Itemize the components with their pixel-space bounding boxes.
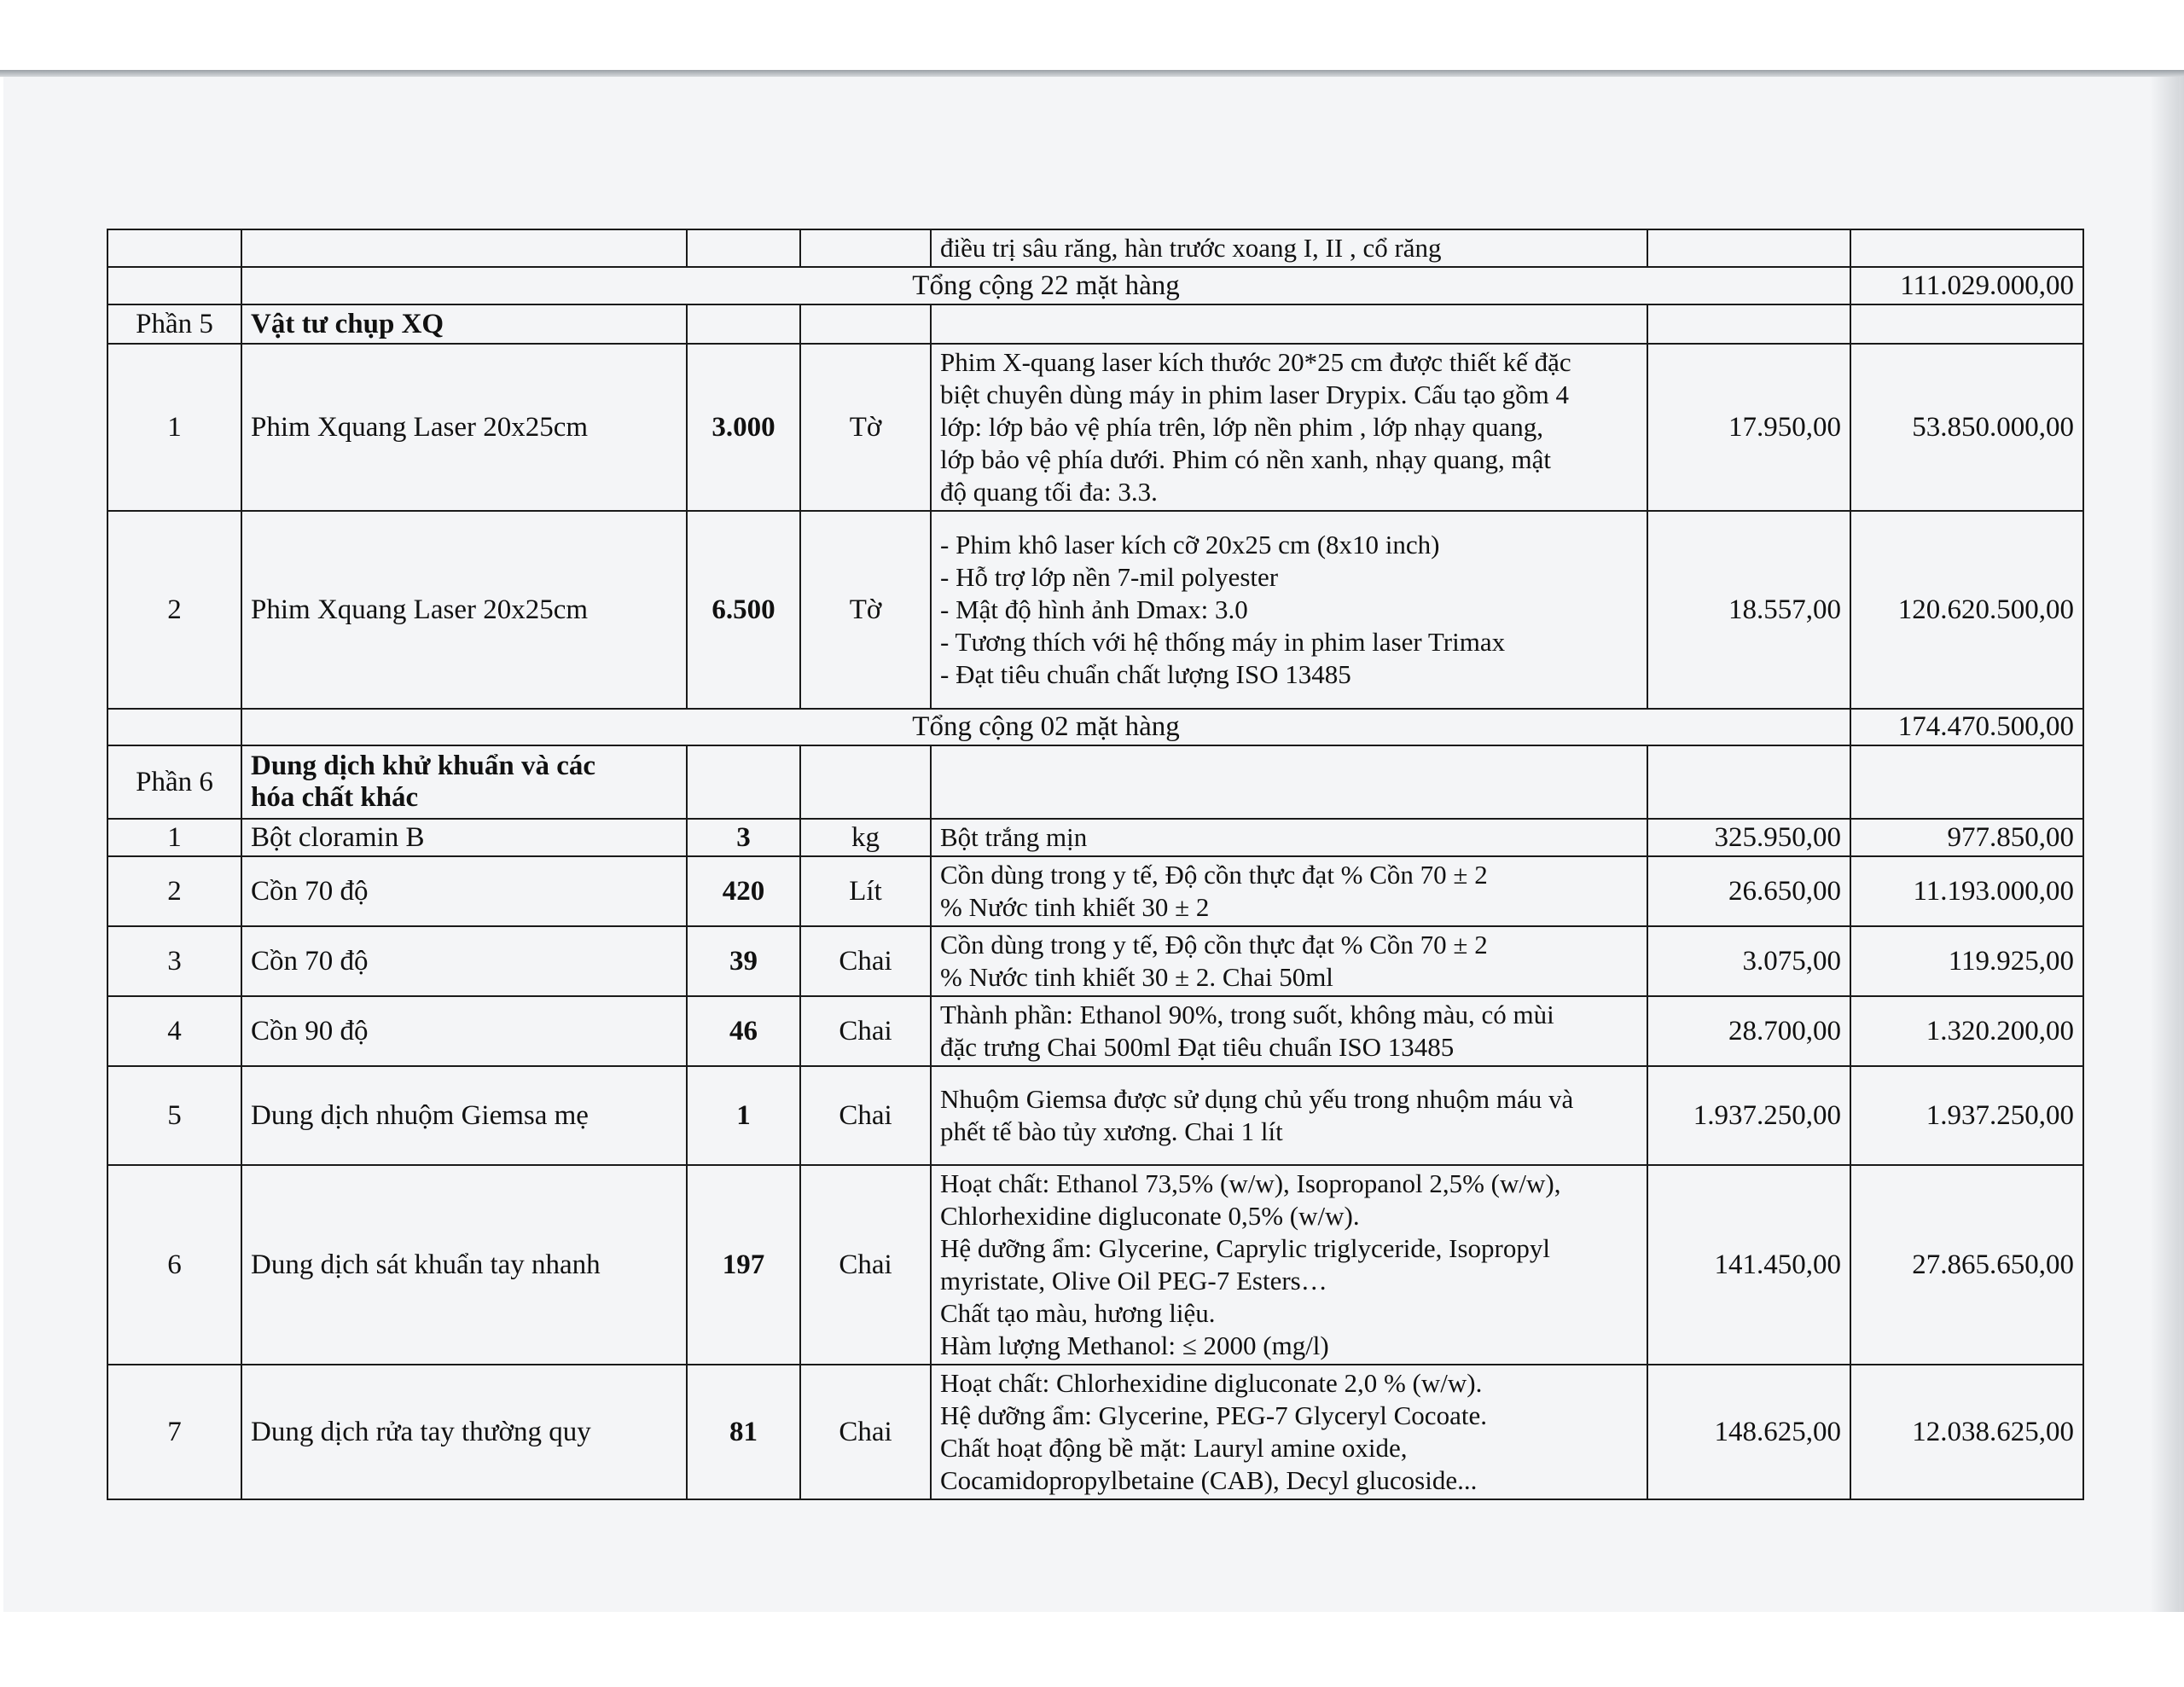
- section-title-line: Dung dịch khử khuẩn và các: [251, 751, 596, 781]
- item-unit: Chai: [800, 1365, 931, 1499]
- cell-empty: [107, 267, 241, 304]
- item-unit: Chai: [800, 1066, 931, 1165]
- table-row: [107, 511, 2083, 709]
- item-quantity: 3: [687, 819, 800, 856]
- item-amount: 977.850,00: [1850, 819, 2083, 856]
- description-line: độ quang tối đa: 3.3.: [940, 477, 1158, 507]
- item-amount: 1.320.200,00: [1850, 996, 2083, 1066]
- item-name: Phim Xquang Laser 20x25cm: [241, 344, 687, 511]
- item-unit: Chai: [800, 996, 931, 1066]
- description-line: đặc trưng Chai 500ml Đạt tiêu chuẩn ISO 13485: [940, 1032, 1455, 1062]
- description-line: - Hỗ trợ lớp nền 7-mil polyester: [940, 562, 1279, 592]
- item-quantity: 39: [687, 926, 800, 996]
- description-line: % Nước tinh khiết 30 ± 2: [940, 892, 1210, 922]
- description-line: Phim X-quang laser kích thước 20*25 cm được thiết kế đặc: [940, 347, 1571, 377]
- table-row: [107, 856, 2083, 926]
- scan-top-margin: [0, 0, 2184, 70]
- item-description: [931, 1165, 1647, 1365]
- scan-page-edge: [0, 70, 2184, 77]
- item-unit: Chai: [800, 926, 931, 996]
- item-quantity: 81: [687, 1365, 800, 1499]
- cell-empty: [1850, 229, 2083, 267]
- item-number: 2: [107, 856, 241, 926]
- cell-empty: [1647, 745, 1850, 819]
- item-unit-price: 148.625,00: [1647, 1365, 1850, 1499]
- item-quantity: 46: [687, 996, 800, 1066]
- part-label: Phần 6: [107, 745, 241, 819]
- cell-empty: [107, 229, 241, 267]
- item-description: [931, 1365, 1647, 1499]
- description-line: Cồn dùng trong y tế, Độ cồn thực đạt % Cồn 70 ± 2: [940, 930, 1488, 959]
- item-quantity: 420: [687, 856, 800, 926]
- table-row: [107, 1066, 2083, 1165]
- item-name: Cồn 70 độ: [241, 856, 687, 926]
- description-line: - Phim khô laser kích cỡ 20x25 cm (8x10 inch): [940, 530, 1440, 559]
- table-row: [107, 996, 2083, 1066]
- description-line: Chlorhexidine digluconate 0,5% (w/w).: [940, 1201, 1360, 1231]
- description-line: Thành phần: Ethanol 90%, trong suốt, không màu, có mùi: [940, 1000, 1554, 1029]
- item-unit: Lít: [800, 856, 931, 926]
- table-row-fragment: [107, 229, 2083, 267]
- item-description: điều trị sâu răng, hàn trước xoang I, II , cổ răng: [931, 229, 1647, 267]
- cell-empty: [800, 745, 931, 819]
- scan-bottom-margin: [0, 1614, 2184, 1687]
- item-number: 3: [107, 926, 241, 996]
- item-quantity: 6.500: [687, 511, 800, 709]
- table-row: [107, 1165, 2083, 1365]
- item-name: Phim Xquang Laser 20x25cm: [241, 511, 687, 709]
- description-line: Hoạt chất: Chlorhexidine digluconate 2,0 % (w/w).: [940, 1368, 1483, 1398]
- description-line: myristate, Olive Oil PEG-7 Esters…: [940, 1266, 1327, 1296]
- item-unit-price: 17.950,00: [1647, 344, 1850, 511]
- item-number: 1: [107, 819, 241, 856]
- item-unit-price: 26.650,00: [1647, 856, 1850, 926]
- item-description: [931, 511, 1647, 709]
- item-number: 7: [107, 1365, 241, 1499]
- cell-empty: [1850, 745, 2083, 819]
- item-amount: 11.193.000,00: [1850, 856, 2083, 926]
- description-line: Hệ dưỡng ẩm: Glycerine, PEG-7 Glyceryl Cocoate.: [940, 1400, 1487, 1430]
- description-line: Nhuộm Giemsa được sử dụng chủ yếu trong nhuộm máu và: [940, 1084, 1574, 1114]
- item-unit-price: 3.075,00: [1647, 926, 1850, 996]
- cell-empty: [241, 229, 687, 267]
- item-name: Cồn 70 độ: [241, 926, 687, 996]
- subtotal-label: Tổng cộng 02 mặt hàng: [241, 709, 1850, 745]
- section-header-row: [107, 304, 2083, 344]
- description-line: Cocamidopropylbetaine (CAB), Decyl glucoside...: [940, 1465, 1478, 1495]
- cell-empty: [107, 709, 241, 745]
- item-name: Dung dịch rửa tay thường quy: [241, 1365, 687, 1499]
- section-title-line: hóa chất khác: [251, 782, 419, 813]
- cell-empty: [931, 745, 1647, 819]
- item-description: [931, 1066, 1647, 1165]
- subtotal-row: [107, 709, 2083, 745]
- section-title: [241, 745, 687, 819]
- procurement-table: [107, 229, 2084, 1500]
- item-number: 6: [107, 1165, 241, 1365]
- item-unit: Tờ: [800, 511, 931, 709]
- cell-empty: [931, 304, 1647, 344]
- cell-empty: [1647, 229, 1850, 267]
- description-line: Cồn dùng trong y tế, Độ cồn thực đạt % Cồn 70 ± 2: [940, 860, 1488, 890]
- item-name: Cồn 90 độ: [241, 996, 687, 1066]
- description-line: Hoạt chất: Ethanol 73,5% (w/w), Isopropanol 2,5% (w/w),: [940, 1168, 1561, 1198]
- item-number: 5: [107, 1066, 241, 1165]
- item-number: 2: [107, 511, 241, 709]
- item-quantity: 197: [687, 1165, 800, 1365]
- description-line: - Mật độ hình ảnh Dmax: 3.0: [940, 594, 1248, 624]
- item-unit-price: 141.450,00: [1647, 1165, 1850, 1365]
- item-unit: Tờ: [800, 344, 931, 511]
- item-amount: 12.038.625,00: [1850, 1365, 2083, 1499]
- subtotal-label: Tổng cộng 22 mặt hàng: [241, 267, 1850, 304]
- section-title: Vật tư chụp XQ: [241, 304, 687, 344]
- item-unit-price: 18.557,00: [1647, 511, 1850, 709]
- item-unit: Chai: [800, 1165, 931, 1365]
- cell-empty: [687, 229, 800, 267]
- item-amount: 1.937.250,00: [1850, 1066, 2083, 1165]
- cell-empty: [800, 304, 931, 344]
- item-amount: 27.865.650,00: [1850, 1165, 2083, 1365]
- scan-right-shadow: [2150, 77, 2184, 1612]
- item-name: Bột cloramin B: [241, 819, 687, 856]
- table-row: [107, 344, 2083, 511]
- item-description: [931, 819, 1647, 856]
- table-row: [107, 819, 2083, 856]
- part-label: Phần 5: [107, 304, 241, 344]
- description-line: phết tế bào tủy xương. Chai 1 lít: [940, 1116, 1283, 1146]
- description-line: biệt chuyên dùng máy in phim laser Drypix. Cấu tạo gồm 4: [940, 380, 1569, 409]
- item-quantity: 3.000: [687, 344, 800, 511]
- item-number: 1: [107, 344, 241, 511]
- description-line: % Nước tinh khiết 30 ± 2. Chai 50ml: [940, 962, 1333, 992]
- description-line: Chất tạo màu, hương liệu.: [940, 1298, 1216, 1328]
- item-quantity: 1: [687, 1066, 800, 1165]
- item-amount: 53.850.000,00: [1850, 344, 2083, 511]
- description-line: Bột trắng mịn: [940, 822, 1088, 852]
- item-name: Dung dịch nhuộm Giemsa mẹ: [241, 1066, 687, 1165]
- table-row: [107, 1365, 2083, 1499]
- item-description: [931, 856, 1647, 926]
- section-header-row: [107, 745, 2083, 819]
- item-unit: kg: [800, 819, 931, 856]
- description-line: - Tương thích với hệ thống máy in phim laser Trimax: [940, 627, 1506, 657]
- item-amount: 120.620.500,00: [1850, 511, 2083, 709]
- item-amount: 119.925,00: [1850, 926, 2083, 996]
- cell-empty: [687, 304, 800, 344]
- item-name: Dung dịch sát khuẩn tay nhanh: [241, 1165, 687, 1365]
- subtotal-amount: 111.029.000,00: [1850, 267, 2083, 304]
- subtotal-amount: 174.470.500,00: [1850, 709, 2083, 745]
- cell-empty: [800, 229, 931, 267]
- description-line: Hệ dưỡng ẩm: Glycerine, Caprylic triglyceride, Isopropyl: [940, 1233, 1550, 1263]
- cell-empty: [1850, 304, 2083, 344]
- description-line: lớp bảo vệ phía dưới. Phim có nền xanh, nhạy quang, mật: [940, 444, 1551, 474]
- description-line: lớp: lớp bảo vệ phía trên, lớp nền phim , lớp nhạy quang,: [940, 412, 1543, 442]
- cell-empty: [687, 745, 800, 819]
- item-unit-price: 28.700,00: [1647, 996, 1850, 1066]
- subtotal-row: [107, 267, 2083, 304]
- item-number: 4: [107, 996, 241, 1066]
- item-description: [931, 344, 1647, 511]
- description-line: Hàm lượng Methanol: ≤ 2000 (mg/l): [940, 1330, 1329, 1360]
- cell-empty: [1647, 304, 1850, 344]
- item-description: [931, 996, 1647, 1066]
- item-description: [931, 926, 1647, 996]
- description-line: Chất hoạt động bề mặt: Lauryl amine oxide,: [940, 1433, 1408, 1463]
- item-unit-price: 1.937.250,00: [1647, 1066, 1850, 1165]
- table-row: [107, 926, 2083, 996]
- description-line: - Đạt tiêu chuẩn chất lượng ISO 13485: [940, 659, 1351, 689]
- item-unit-price: 325.950,00: [1647, 819, 1850, 856]
